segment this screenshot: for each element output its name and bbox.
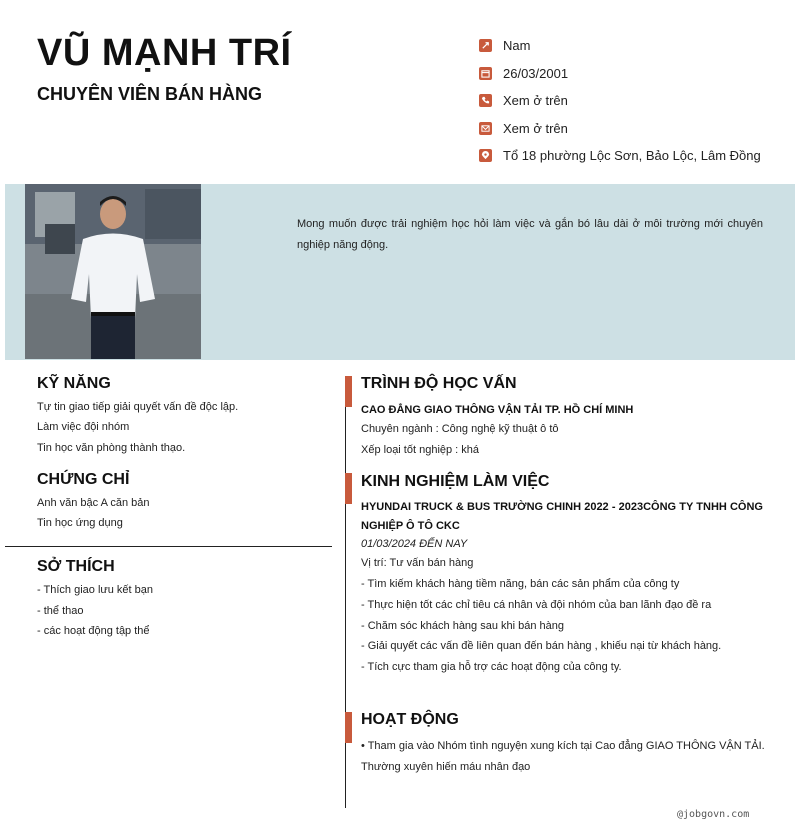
candidate-name: VŨ MẠNH TRÍ [37,32,292,74]
certificate-item: Tin học ứng dụng [37,517,123,529]
education-major: Chuyên ngành : Công nghệ kỹ thuật ô tô [361,423,559,435]
hobby-item: - thể thao [37,605,84,617]
career-objective: Mong muốn được trải nghiệm học hỏi làm việc và gắn bó lâu dài ở môi trường mới chuyên nghiệp năng động. [297,218,763,251]
skill-item: Tin học văn phòng thành thạo. [37,442,186,454]
contact-gender-value: Nam [503,38,531,54]
email-icon [479,122,492,135]
experience-period: 01/03/2024 ĐẾN NAY [361,538,468,550]
job-title: CHUYÊN VIÊN BÁN HÀNG [37,84,263,104]
activities-accent-bar [345,712,352,743]
phone-icon [479,94,492,107]
experience-heading: KINH NGHIỆM LÀM VIỆC [361,473,550,490]
hobby-item: - các hoạt động tập thể [37,625,150,637]
education-accent-bar [345,376,352,407]
contact-phone [479,87,761,115]
experience-position: Vị trí: Tư vấn bán hàng [361,557,474,569]
column-divider [345,376,346,808]
skills-heading: KỸ NĂNG [37,375,111,392]
certificates-heading: CHỨNG CHỈ [37,471,130,488]
location-icon [479,149,492,162]
certificate-item: Anh văn bậc A căn bản [37,497,150,509]
activities-heading: HOẠT ĐỘNG [361,711,459,728]
section-divider [5,546,332,547]
experience-accent-bar [345,473,352,504]
education-school: CAO ĐẲNG GIAO THÔNG VẬN TẢI TP. HỒ CHÍ MINH [361,404,634,416]
experience-duty: - Tích cực tham gia hỗ trợ các hoạt động của công ty. [361,661,622,673]
contact-birthday [479,60,761,88]
profile-photo [25,184,201,359]
calendar-icon [479,67,492,80]
hobby-item: - Thích giao lưu kết bạn [37,584,154,596]
watermark: @jobgovn.com [677,809,750,820]
gender-icon [479,39,492,52]
experience-duty: - Thực hiện tốt các chỉ tiêu cá nhân và đội nhóm của ban lãnh đạo đề ra [361,599,712,611]
experience-duty: - Tìm kiếm khách hàng tiềm năng, bán các sản phẩm của công ty [361,578,680,590]
contact-phone-value: Xem ở trên [503,93,568,109]
contact-gender [479,32,761,60]
education-grade: Xếp loại tốt nghiệp : khá [361,444,480,456]
contact-email-value: Xem ở trên [503,120,568,136]
experience-company: HYUNDAI TRUCK & BUS TRƯỜNG CHINH 2022 - 2023CÔNG TY TNHH CÔNG NGHIỆP Ô TÔ CKC [361,501,763,532]
contact-address [479,142,761,170]
skill-item: Làm việc đội nhóm [37,421,130,433]
activity-item: Thường xuyên hiến máu nhân đạo [361,761,531,773]
contact-birthday-value: 26/03/2001 [503,65,569,81]
hobbies-heading: SỞ THÍCH [37,558,115,575]
contact-email [479,115,761,143]
activity-item: • Tham gia vào Nhóm tình nguyện xung kích tại Cao đẳng GIAO THÔNG VẬN TẢI. [361,740,765,752]
contact-address-value: Tổ 18 phường Lộc Sơn, Bảo Lộc, Lâm Đồng [503,148,761,164]
experience-duty: - Giải quyết các vấn đề liên quan đến bán hàng , khiếu nại từ khách hàng. [361,640,722,652]
experience-duty: - Chăm sóc khách hàng sau khi bán hàng [361,620,565,632]
education-heading: TRÌNH ĐỘ HỌC VẤN [361,375,517,392]
contact-list [479,32,761,170]
skill-item: Tự tin giao tiếp giải quyết vấn đề độc lập. [37,401,239,413]
